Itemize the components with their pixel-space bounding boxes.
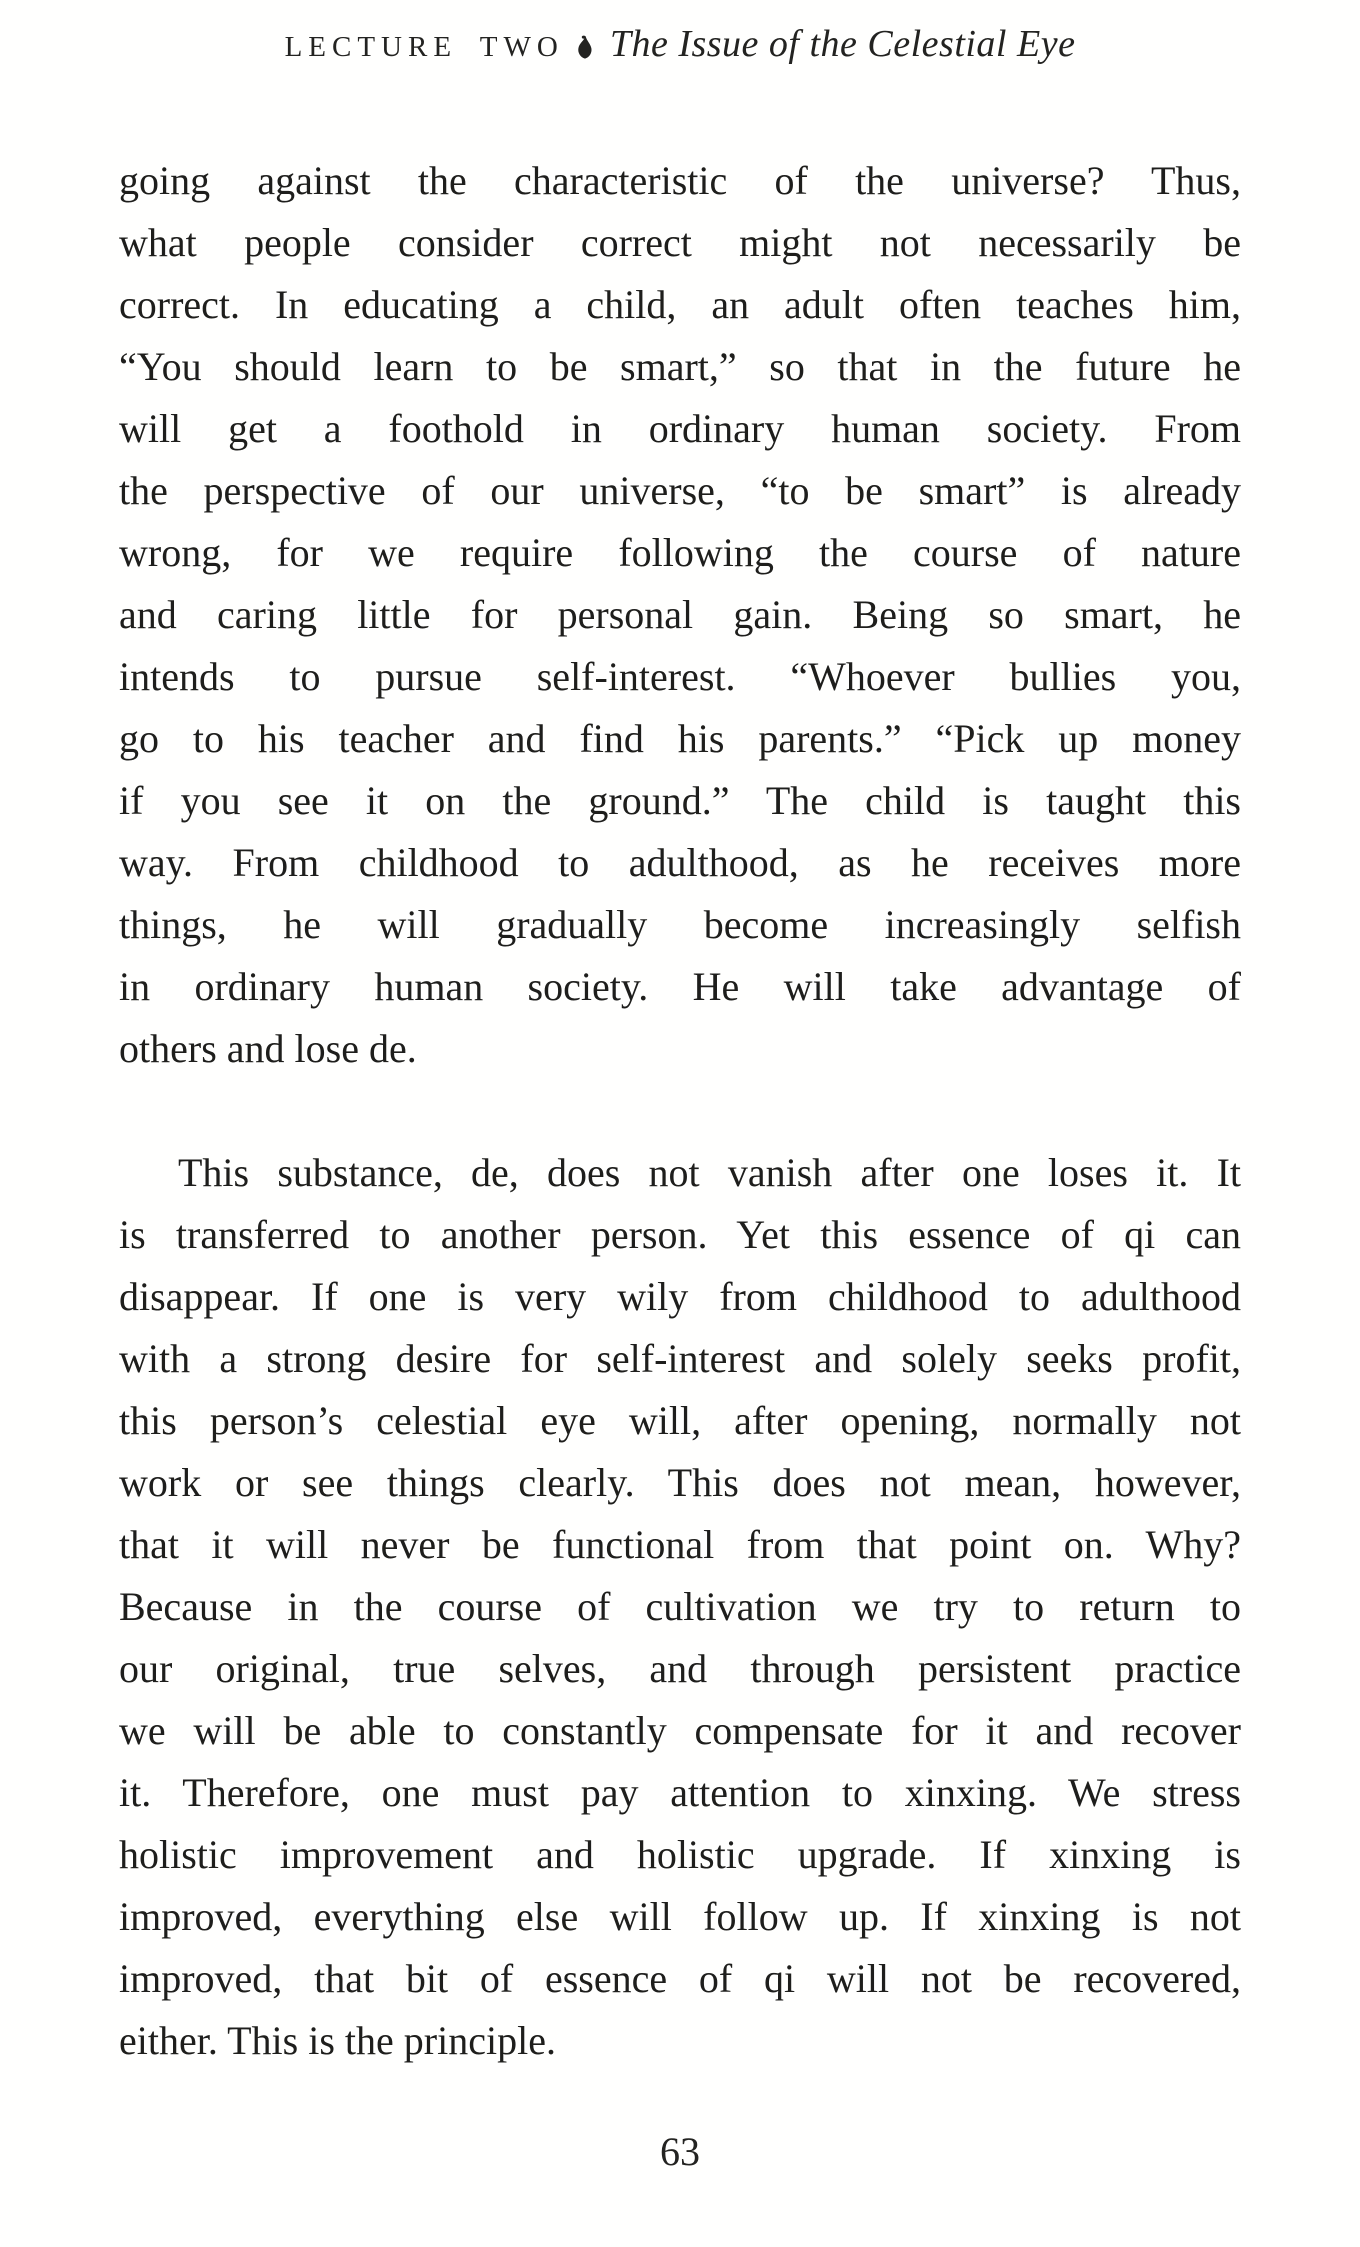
text-line: others and lose de.	[119, 1026, 417, 1071]
text-line: go to his teacher and find his parents.” “Pick up money	[119, 716, 1241, 761]
paragraph-1	[119, 150, 1241, 1080]
text-line: work or see things clearly. This does not mean, however,	[119, 1460, 1241, 1505]
text-line: with a strong desire for self-interest and solely seeks profit,	[119, 1336, 1241, 1381]
text-line: This substance, de, does not vanish after one loses it. It	[178, 1150, 1241, 1195]
text-line: will get a foothold in ordinary human society. From	[119, 406, 1241, 451]
text-line: intends to pursue self-interest. “Whoever bullies you,	[119, 654, 1241, 699]
text-line: our original, true selves, and through persistent practice	[119, 1646, 1241, 1691]
text-line: going against the characteristic of the universe? Thus,	[119, 158, 1241, 203]
text-line: in ordinary human society. He will take advantage of	[119, 964, 1241, 1009]
text-line: way. From childhood to adulthood, as he receives more	[119, 840, 1241, 885]
body-text	[119, 150, 1241, 2072]
text-line: Because in the course of cultivation we try to return to	[119, 1584, 1241, 1629]
text-line: we will be able to constantly compensate for it and recover	[119, 1708, 1241, 1753]
text-line: improved, that bit of essence of qi will not be recovered,	[119, 1956, 1241, 2001]
text-line: “You should learn to be smart,” so that in the future he	[119, 344, 1241, 389]
page-number: 63	[660, 2129, 700, 2174]
text-line: if you see it on the ground.” The child is taught this	[119, 778, 1241, 823]
text-line: that it will never be functional from that point on. Why?	[119, 1522, 1241, 1567]
running-header-chapter: LECTURE TWO	[284, 31, 564, 63]
leaf-ornament-icon	[574, 34, 596, 65]
text-line: it. Therefore, one must pay attention to xinxing. We stress	[119, 1770, 1241, 1815]
text-line: and caring little for personal gain. Being so smart, he	[119, 592, 1241, 637]
text-line: either. This is the principle.	[119, 2018, 556, 2063]
running-header	[0, 22, 1360, 66]
text-line: this person’s celestial eye will, after opening, normally not	[119, 1398, 1241, 1443]
text-line: things, he will gradually become increasingly selfish	[119, 902, 1241, 947]
text-line: improved, everything else will follow up. If xinxing is not	[119, 1894, 1241, 1939]
text-line: disappear. If one is very wily from childhood to adulthood	[119, 1274, 1241, 1319]
text-line: correct. In educating a child, an adult often teaches him,	[119, 282, 1241, 327]
text-line: holistic improvement and holistic upgrade. If xinxing is	[119, 1832, 1241, 1877]
text-line: what people consider correct might not necessarily be	[119, 220, 1241, 265]
text-line: wrong, for we require following the course of nature	[119, 530, 1241, 575]
paragraph-2	[119, 1142, 1241, 2072]
text-line: is transferred to another person. Yet this essence of qi can	[119, 1212, 1241, 1257]
text-line: the perspective of our universe, “to be smart” is already	[119, 468, 1241, 513]
running-header-title: The Issue of the Celestial Eye	[609, 23, 1076, 65]
